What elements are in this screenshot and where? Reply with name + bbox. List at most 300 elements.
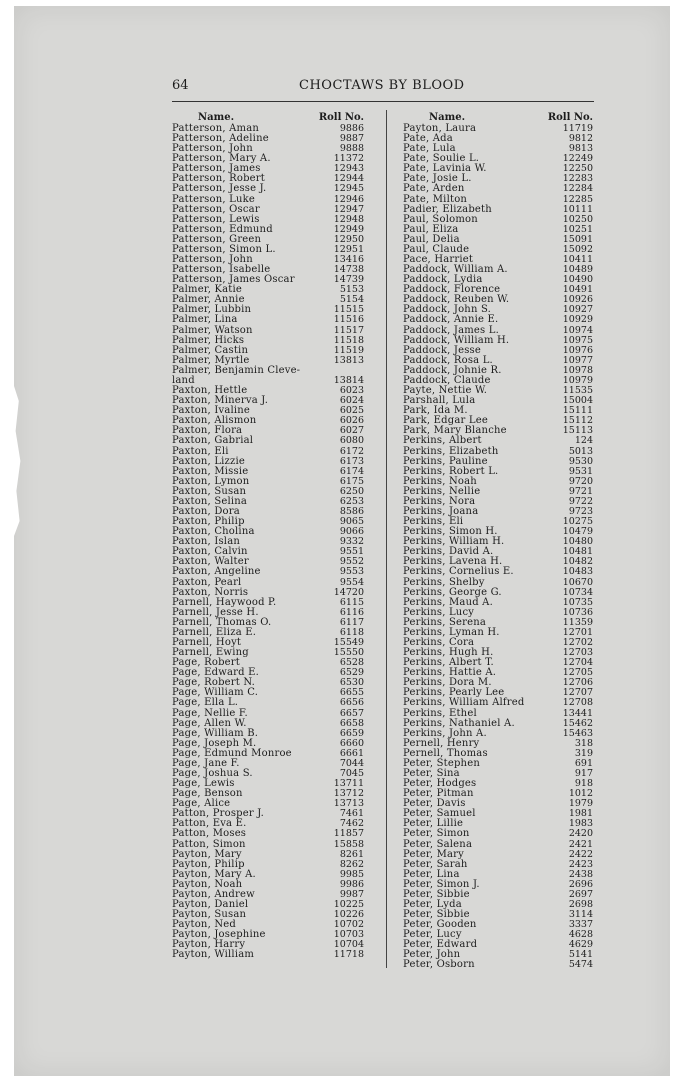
entry-name: Perkins, Lavena H. [403, 556, 503, 568]
entry-roll-number: 12946 [333, 193, 364, 205]
entry-roll-number: 7461 [339, 808, 364, 820]
entry-roll-number: 917 [574, 768, 593, 779]
entry-roll-number: 13712 [333, 788, 364, 800]
entry-name: Perkins, Cornelius E. [403, 566, 514, 578]
entry-roll-number: 318 [574, 737, 593, 749]
entry-name: Paddock, William A. [403, 264, 508, 276]
entry-roll-number: 9554 [339, 576, 364, 588]
entry-name: Page, Robert N. [172, 677, 256, 689]
entry-name: Peter, Mary [403, 848, 465, 860]
entry-name: Perkins, Lucy [403, 606, 475, 618]
left-roll-list [172, 124, 364, 960]
entry-name: Page, Nellie F. [172, 707, 248, 719]
roll-entry [172, 436, 364, 446]
entry-name: Peter, Lucy [403, 929, 462, 941]
entry-name: Perkins, John A. [403, 727, 487, 739]
entry-name: Patterson, Oscar [172, 203, 260, 215]
entry-roll-number: 10411 [562, 254, 593, 266]
entry-name: Page, Robert [172, 657, 240, 669]
entry-roll-number: 5013 [568, 445, 593, 457]
entry-name: Page, Joshua S. [172, 768, 253, 779]
entry-name: Payton, Harry [172, 939, 246, 951]
entry-roll-number: 10250 [562, 213, 593, 225]
entry-name: Peter, Davis [403, 798, 466, 810]
entry-name: Paul, Solomon [403, 213, 478, 225]
entry-roll-number: 10111 [562, 203, 593, 215]
entry-name: Perkins, George G. [403, 586, 502, 598]
entry-roll-number: 12249 [562, 153, 593, 165]
entry-roll-number: 6174 [339, 465, 364, 477]
entry-name: Palmer, Hicks [172, 334, 245, 346]
page-title: CHOCTAWS BY BLOOD [299, 78, 465, 93]
entry-name: Paxton, Minerva J. [172, 395, 269, 407]
entry-roll-number: 8261 [339, 848, 364, 860]
entry-name: Perkins, Shelby [403, 576, 485, 588]
entry-roll-number: 3337 [568, 919, 593, 931]
entry-roll-number: 10929 [562, 314, 593, 326]
roll-entry [172, 950, 364, 960]
entry-name: Paddock, James L. [403, 324, 499, 336]
entry-roll-number: 10974 [562, 324, 593, 336]
entry-roll-number: 8262 [339, 858, 364, 870]
entry-name: Paxton, Pearl [172, 576, 242, 588]
entry-roll-number: 11517 [333, 324, 364, 336]
roll-header: Roll No. [318, 112, 364, 123]
entry-roll-number: 11515 [333, 304, 364, 316]
entry-name: Patterson, Isabelle [172, 264, 271, 276]
entry-roll-number: 124 [574, 435, 593, 447]
entry-name: Patton, Eva E. [172, 818, 247, 830]
entry-roll-number: 6655 [339, 687, 364, 699]
column-divider [386, 110, 387, 968]
roll-header: Roll No. [547, 112, 593, 123]
entry-roll-number: 8586 [339, 505, 364, 517]
entry-roll-number: 5154 [339, 294, 364, 306]
entry-roll-number: 6173 [339, 455, 364, 467]
entry-roll-number: 12947 [333, 203, 364, 215]
entry-roll-number: 10978 [562, 364, 593, 376]
entry-roll-number: 9721 [568, 485, 593, 497]
entry-roll-number: 10975 [562, 334, 593, 346]
entry-roll-number: 2698 [568, 899, 593, 911]
entry-roll-number: 2696 [568, 878, 593, 890]
entry-roll-number: 10490 [562, 274, 593, 286]
entry-name: Pate, Lula [403, 143, 456, 155]
entry-name: Paxton, Alismon [172, 415, 257, 427]
entry-roll-number: 12945 [333, 183, 364, 195]
entry-roll-number: 13416 [333, 254, 364, 266]
entry-roll-number: 10491 [562, 284, 593, 296]
entry-roll-number: 10976 [562, 344, 593, 356]
entry-name: Peter, Sarah [403, 858, 468, 870]
entry-roll-number: 9886 [339, 123, 364, 134]
entry-roll-number: 6661 [339, 747, 364, 759]
entry-roll-number: 15549 [333, 636, 364, 648]
entry-roll-number: 10480 [562, 536, 593, 548]
page-number: 64 [172, 78, 189, 93]
entry-name: Perkins, Nellie [403, 485, 481, 497]
entry-name: Patterson, Robert [172, 173, 265, 185]
entry-name: Peter, Edward [403, 939, 478, 951]
entry-name: Perkins, Pearly Lee [403, 687, 505, 699]
entry-roll-number: 11719 [562, 123, 593, 134]
entry-name: Paul, Eliza [403, 223, 459, 235]
entry-roll-number: 12706 [562, 677, 593, 689]
entry-roll-number: 9987 [339, 888, 364, 900]
entry-roll-number: 6080 [339, 435, 364, 447]
entry-roll-number: 9722 [568, 495, 593, 507]
entry-roll-number: 4628 [568, 929, 593, 941]
entry-name: Parnell, Ewing [172, 647, 249, 659]
entry-roll-number: 15091 [562, 233, 593, 245]
entry-roll-number: 9553 [339, 566, 364, 578]
entry-roll-number: 12948 [333, 213, 364, 225]
entry-roll-number: 9332 [339, 536, 364, 548]
entry-roll-number: 9813 [568, 143, 593, 155]
entry-roll-number: 10736 [562, 606, 593, 618]
entry-name: Pernell, Henry [403, 737, 480, 749]
right-column [403, 112, 593, 971]
entry-name: Parshall, Lula [403, 395, 476, 407]
entry-name: Perkins, William Alfred [403, 697, 525, 709]
entry-name: Pate, Soulie L. [403, 153, 480, 165]
entry-name: Pace, Harriet [403, 254, 474, 266]
entry-name: Pate, Arden [403, 183, 465, 195]
entry-roll-number: 15092 [562, 243, 593, 255]
entry-name: Paul, Delia [403, 233, 460, 245]
entry-name: Paxton, Hettle [172, 385, 248, 397]
entry-name: Paxton, Gabrial [172, 435, 254, 447]
entry-name: Palmer, Lina [172, 314, 238, 326]
entry-name: Palmer, Annie [172, 294, 245, 306]
entry-roll-number: 11372 [333, 153, 364, 165]
name-header: Name. [198, 112, 235, 123]
entry-name: Patterson, Mary A. [172, 153, 271, 165]
roll-entry [403, 436, 593, 446]
entry-name: Paddock, Florence [403, 284, 501, 296]
entry-name: Perkins, Simon H. [403, 526, 498, 538]
entry-roll-number: 6659 [339, 727, 364, 739]
entry-name: Perkins, Robert L. [403, 465, 499, 477]
entry-roll-number: 7044 [339, 757, 364, 769]
entry-name: Paddock, John S. [403, 304, 492, 316]
entry-name: Patterson, John [172, 143, 253, 155]
entry-roll-number: 10226 [333, 909, 364, 921]
entry-name: Paddock, William H. [403, 334, 510, 346]
entry-roll-number: 6116 [339, 606, 364, 618]
right-roll-list [403, 124, 593, 971]
entry-roll-number: 5141 [568, 949, 593, 961]
entry-roll-number: 10734 [562, 586, 593, 598]
entry-roll-number: 10481 [562, 546, 593, 558]
entry-name: Perkins, Ethel [403, 707, 477, 719]
left-column [172, 112, 364, 960]
entry-roll-number: 6529 [339, 667, 364, 679]
entry-roll-number: 11516 [333, 314, 364, 326]
entry-roll-number: 11518 [333, 334, 364, 346]
entry-roll-number: 9720 [568, 475, 593, 487]
entry-name: Pate, Josie L. [403, 173, 472, 185]
entry-name: Perkins, Maud A. [403, 596, 493, 608]
entry-name: Payton, Mary [172, 848, 242, 860]
entry-roll-number: 14738 [333, 264, 364, 276]
entry-roll-number: 6115 [339, 596, 364, 608]
entry-roll-number: 6117 [339, 616, 364, 628]
entry-name: Page, William B. [172, 727, 259, 739]
entry-name: Page, Edward E. [172, 667, 259, 679]
entry-roll-number: 15113 [562, 425, 593, 437]
entry-roll-number: 12701 [562, 626, 593, 638]
entry-roll-number: 10483 [562, 566, 593, 578]
entry-name: Peter, Lina [403, 868, 460, 880]
entry-roll-number: 9986 [339, 878, 364, 890]
entry-name: Perkins, William H. [403, 536, 505, 548]
entry-name: Patterson, Jesse J. [172, 183, 267, 195]
entry-name: Peter, Stephen [403, 757, 480, 769]
entry-name: Patterson, Adeline [172, 133, 269, 145]
entry-name: Perkins, Elizabeth [403, 445, 499, 457]
entry-name: Park, Edgar Lee [403, 415, 488, 427]
entry-name: Perkins, Albert [403, 435, 482, 447]
entry-roll-number: 13813 [333, 354, 364, 366]
entry-name: Paxton, Lizzie [172, 455, 246, 467]
entry-roll-number: 10979 [562, 374, 593, 386]
entry-roll-number: 12944 [333, 173, 364, 185]
entry-name: Page, Joseph M. [172, 737, 257, 749]
entry-roll-number: 9812 [568, 133, 593, 145]
entry-name: Page, Benson [172, 788, 243, 800]
entry-name: Page, Ella L. [172, 697, 239, 709]
entry-name: Perkins, Joana [403, 505, 479, 517]
entry-roll-number: 6172 [339, 445, 364, 457]
entry-roll-number: 15111 [562, 405, 593, 417]
entry-roll-number: 9985 [339, 868, 364, 880]
entry-name: Patterson, James Oscar [172, 274, 295, 286]
entry-name: Paxton, Islan [172, 536, 241, 548]
entry-roll-number: 9551 [339, 546, 364, 558]
entry-roll-number: 10225 [333, 899, 364, 911]
entry-name: Paxton, Walter [172, 556, 249, 568]
entry-name: Padier, Elizabeth [403, 203, 492, 215]
entry-roll-number: 11359 [562, 616, 593, 628]
entry-roll-number: 13713 [333, 798, 364, 810]
entry-roll-number: 11718 [333, 949, 364, 961]
entry-roll-number: 9888 [339, 143, 364, 155]
entry-roll-number: 6528 [339, 657, 364, 669]
entry-roll-number: 6658 [339, 717, 364, 729]
entry-roll-number: 10977 [562, 354, 593, 366]
entry-name: Palmer, Castin [172, 344, 249, 356]
entry-name: Paxton, Philip [172, 516, 245, 528]
entry-roll-number: 6026 [339, 415, 364, 427]
entry-name: Patterson, Simon L. [172, 243, 276, 255]
entry-name: Parnell, Thomas O. [172, 616, 272, 628]
entry-roll-number: 12284 [562, 183, 593, 195]
entry-name: Payton, Mary A. [172, 868, 256, 880]
entry-roll-number: 12950 [333, 233, 364, 245]
entry-name: Patterson, John [172, 254, 253, 266]
entry-roll-number: 9066 [339, 526, 364, 538]
entry-roll-number: 9530 [568, 455, 593, 467]
entry-name: Patterson, James [172, 163, 261, 175]
entry-name: Paxton, Lymon [172, 475, 250, 487]
entry-roll-number: 319 [574, 747, 593, 759]
entry-roll-number: 1979 [568, 798, 593, 810]
entry-name: Perkins, Noah [403, 475, 477, 487]
entry-roll-number: 13814 [333, 374, 364, 386]
entry-name: Peter, Samuel [403, 808, 476, 820]
entry-name: Paddock, Reuben W. [403, 294, 510, 306]
entry-name: Parnell, Haywood P. [172, 596, 277, 608]
entry-roll-number: 10251 [562, 223, 593, 235]
entry-roll-number: 13441 [562, 707, 593, 719]
entry-name: Paddock, Annie E. [403, 314, 499, 326]
entry-name: Paddock, Johnie R. [403, 364, 502, 376]
entry-name: Peter, Simon [403, 828, 470, 840]
entry-name: Perkins, Eli [403, 516, 464, 528]
entry-name: Peter, Gooden [403, 919, 477, 931]
entry-name: Paxton, Susan [172, 485, 247, 497]
roll-entry [403, 960, 593, 970]
page-header [172, 78, 592, 98]
entry-name: Payton, Noah [172, 878, 243, 890]
entry-roll-number: 6660 [339, 737, 364, 749]
entry-roll-number: 10735 [562, 596, 593, 608]
entry-name: Peter, John [403, 949, 461, 961]
header-rule [172, 101, 594, 102]
entry-name: Payton, William [172, 949, 255, 961]
entry-name: Page, Alice [172, 798, 231, 810]
entry-name: Peter, Lillie [403, 818, 464, 830]
entry-name: Payton, Josephine [172, 929, 266, 941]
entry-name: Page, William C. [172, 687, 259, 699]
entry-name: Perkins, Albert T. [403, 657, 494, 669]
entry-name: Payton, Philip [172, 858, 245, 870]
entry-roll-number: 10927 [562, 304, 593, 316]
entry-roll-number: 6530 [339, 677, 364, 689]
entry-roll-number: 2422 [568, 848, 593, 860]
entry-name: Perkins, Nathaniel A. [403, 717, 515, 729]
entry-roll-number: 10479 [562, 526, 593, 538]
entry-name: Page, Edmund Monroe [172, 747, 292, 759]
entry-roll-number: 10489 [562, 264, 593, 276]
entry-roll-number: 15858 [333, 838, 364, 850]
entry-name: Parnell, Hoyt [172, 636, 242, 648]
entry-name: Payton, Andrew [172, 888, 255, 900]
entry-roll-number: 5153 [339, 284, 364, 296]
entry-name: Payton, Laura [403, 123, 477, 134]
entry-roll-number: 6253 [339, 495, 364, 507]
entry-name: Paddock, Rosa L. [403, 354, 493, 366]
entry-name: Perkins, Hugh H. [403, 647, 494, 659]
entry-name: Payton, Daniel [172, 899, 249, 911]
entry-name: Paul, Claude [403, 243, 470, 255]
entry-name: Patterson, Luke [172, 193, 255, 205]
entry-roll-number: 9552 [339, 556, 364, 568]
entry-name: Peter, Sina [403, 768, 460, 779]
entry-roll-number: 15550 [333, 647, 364, 659]
entry-roll-number: 12951 [333, 243, 364, 255]
entry-roll-number: 6023 [339, 385, 364, 397]
entry-roll-number: 2421 [568, 838, 593, 850]
entry-roll-number: 1981 [568, 808, 593, 820]
entry-name: Palmer, Katie [172, 284, 243, 296]
entry-name: Peter, Osborn [403, 959, 475, 971]
entry-name: Paddock, Claude [403, 374, 491, 386]
entry-roll-number: 10482 [562, 556, 593, 568]
entry-name: Peter, Lyda [403, 899, 462, 911]
entry-roll-number: 2423 [568, 858, 593, 870]
entry-roll-number: 6656 [339, 697, 364, 709]
entry-name: Palmer, Myrtle [172, 354, 250, 366]
entry-roll-number: 10703 [333, 929, 364, 941]
entry-roll-number: 1012 [568, 788, 593, 800]
entry-roll-number: 12704 [562, 657, 593, 669]
entry-roll-number: 15462 [562, 717, 593, 729]
entry-roll-number: 12949 [333, 223, 364, 235]
entry-roll-number: 6175 [339, 475, 364, 487]
entry-roll-number: 6025 [339, 405, 364, 417]
roll-entry [172, 366, 364, 386]
entry-roll-number: 2697 [568, 888, 593, 900]
entry-roll-number: 10275 [562, 516, 593, 528]
entry-name: Pate, Ada [403, 133, 453, 145]
entry-roll-number: 10926 [562, 294, 593, 306]
entry-name: Paxton, Eli [172, 445, 229, 457]
entry-name: Paxton, Norris [172, 586, 249, 598]
entry-roll-number: 4629 [568, 939, 593, 951]
entry-name: Patton, Prosper J. [172, 808, 265, 820]
entry-roll-number: 15112 [562, 415, 593, 427]
entry-roll-number: 14720 [333, 586, 364, 598]
entry-roll-number: 918 [574, 778, 593, 790]
entry-name: Paxton, Ivaline [172, 405, 251, 417]
entry-roll-number: 6250 [339, 485, 364, 497]
entry-roll-number: 12703 [562, 647, 593, 659]
entry-name: Peter, Sibbie [403, 888, 470, 900]
entry-roll-number: 12283 [562, 173, 593, 185]
entry-name: Payte, Nettie W. [403, 385, 488, 397]
entry-name: Page, Jane F. [172, 757, 240, 769]
entry-name: Perkins, Dora M. [403, 677, 492, 689]
entry-name: Pernell, Thomas [403, 747, 488, 759]
entry-roll-number: 12943 [333, 163, 364, 175]
entry-roll-number: 14739 [333, 274, 364, 286]
entry-name: Paxton, Flora [172, 425, 243, 437]
entry-name: Payton, Ned [172, 919, 236, 931]
entry-roll-number: 9723 [568, 505, 593, 517]
roll-entry [172, 567, 364, 577]
entry-roll-number: 7045 [339, 768, 364, 779]
entry-roll-number: 12250 [562, 163, 593, 175]
entry-roll-number: 12702 [562, 636, 593, 648]
entry-roll-number: 10702 [333, 919, 364, 931]
entry-roll-number: 7462 [339, 818, 364, 830]
entry-roll-number: 9065 [339, 516, 364, 528]
entry-name: Perkins, David A. [403, 546, 494, 558]
entry-roll-number: 12707 [562, 687, 593, 699]
entry-name: Park, Mary Blanche [403, 425, 507, 437]
entry-roll-number: 10704 [333, 939, 364, 951]
entry-name: Peter, Salena [403, 838, 473, 850]
entry-name: Perkins, Cora [403, 636, 475, 648]
entry-name: Paxton, Dora [172, 505, 240, 517]
entry-name: Paxton, Angeline [172, 566, 261, 578]
entry-roll-number: 5474 [568, 959, 593, 971]
entry-name: Patterson, Green [172, 233, 262, 245]
entry-name: Palmer, Lubbin [172, 304, 252, 316]
entry-name: Page, Allen W. [172, 717, 247, 729]
